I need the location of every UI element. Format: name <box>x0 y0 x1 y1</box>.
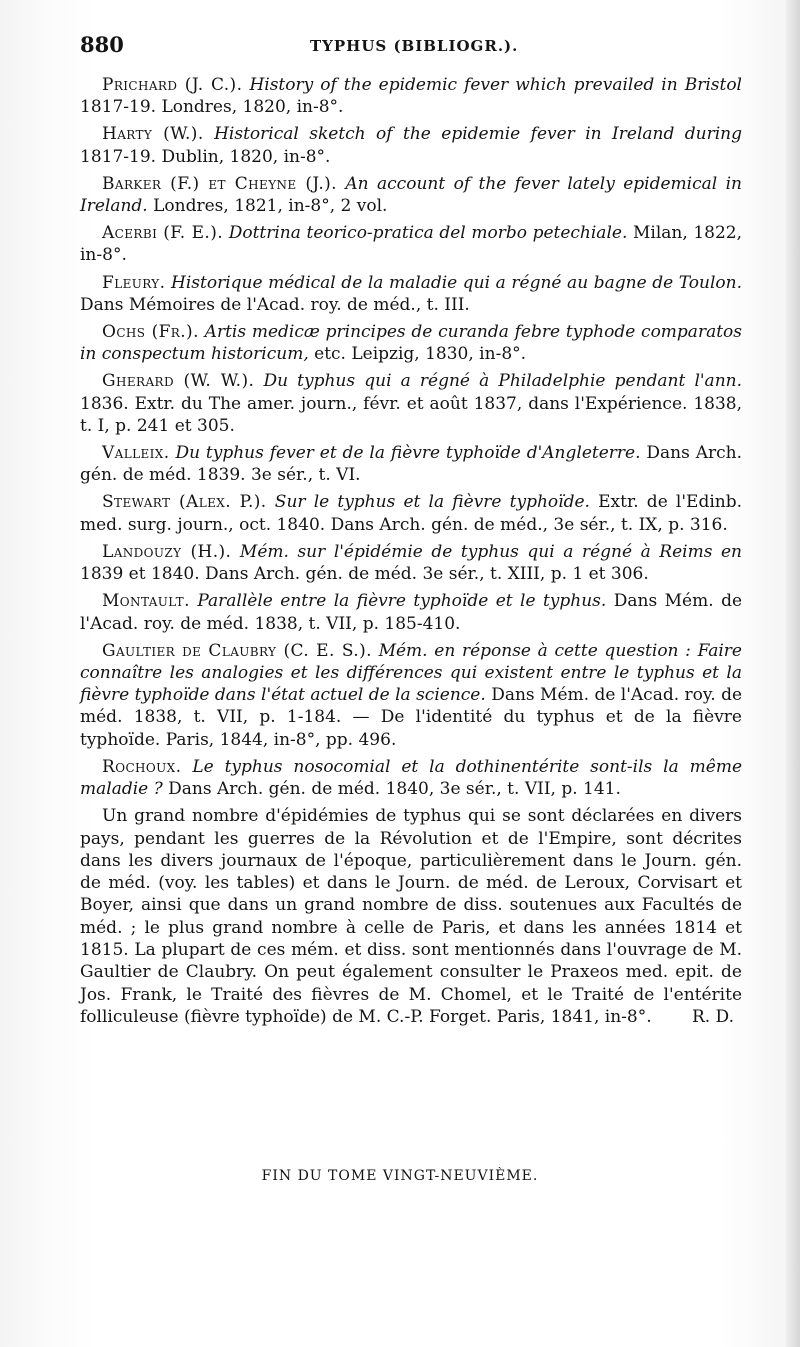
running-title: TYPHUS (BIBLIOGR.). <box>310 37 519 55</box>
entry-author: Barker (F.) et Cheyne (J.). <box>102 173 337 194</box>
page-edge <box>786 0 800 1347</box>
entry-author: Gaultier de Claubry (C. E. S.). <box>102 640 372 661</box>
bibliography-entry <box>80 590 742 635</box>
entry-title: Du typhus fever et de la fièvre typhoïde d'Angleterre. <box>175 443 641 464</box>
entry-title: Artis medicæ principes de curanda febre typhode comparatos in conspectum historicum, <box>80 321 742 365</box>
entry-details: 1817-19. Dublin, 1820, in-8°. <box>80 146 331 167</box>
bibliography-entry <box>80 74 742 119</box>
bibliography-entry <box>80 222 742 267</box>
entry-details: Extr. de l'Edinb. med. surg. journ., oct. 1840. Dans Arch. gén. de méd., 3e sér., t. IX, p. 316. <box>80 492 742 535</box>
entry-title: Historique médical de la maladie qui a régné au bagne de Toulon. <box>171 272 742 293</box>
entry-details: Dans Mém. de l'Acad. roy. de méd. 1838, t. VII, p. 185-410. <box>80 591 743 634</box>
entry-author: Montault. <box>102 591 190 612</box>
entry-title: Mém. sur l'épidémie de typhus qui a régné à Reims en <box>239 541 742 562</box>
bibliography-entry <box>80 272 742 317</box>
entry-details: Dans Mém. de l'Acad. roy. de méd. 1838, t. VII, p. 1-184. — De l'identité du typhus et de la fièvre typhoïde. Paris, 1844, in-8°, pp. 496. <box>80 685 743 750</box>
entry-author: Harty (W.). <box>102 124 204 145</box>
entry-details: Londres, 1821, in-8°, 2 vol. <box>153 196 388 217</box>
entry-author: Acerbi (F. E.). <box>102 223 224 244</box>
entry-author: Gherard (W. W.). <box>102 371 255 392</box>
entry-title: Du typhus qui a régné à Philadelphie pendant l'ann. <box>263 371 742 392</box>
bibliography-entry <box>80 173 742 218</box>
entry-details: Dans Mémoires de l'Acad. roy. de méd., t. III. <box>80 294 470 315</box>
entry-details: etc. Leipzig, 1830, in-8°. <box>314 344 527 365</box>
entry-author: Prichard (J. C.). <box>102 75 243 95</box>
bibliography-entry <box>80 321 742 366</box>
entry-details: Milan, 1822, in-8°. <box>80 223 743 266</box>
bibliography-entry <box>80 491 742 536</box>
entry-title: Historical sketch of the epidemie fever in Ireland during <box>214 124 743 145</box>
entry-title: Dottrina teorico-pratica del morbo petechiale. <box>228 223 628 244</box>
entry-details: Dans Arch. gén. de méd. 1839. 3e sér., t. VI. <box>80 443 743 486</box>
entry-author: Fleury. <box>102 272 166 293</box>
entry-details: Dans Arch. gén. de méd. 1840, 3e sér., t. VII, p. 141. <box>168 779 621 800</box>
entry-title: History of the epidemic fever which prevailed in Bristol <box>249 75 742 95</box>
entry-details: 1839 et 1840. Dans Arch. gén. de méd. 3e sér., t. XIII, p. 1 et 306. <box>80 564 649 585</box>
bibliography-entry <box>80 442 742 487</box>
entry-title: An account of the fever lately epidemical in Ireland. <box>80 173 743 217</box>
entry-details: 1817-19. Londres, 1820, in-8°. <box>80 97 344 118</box>
entry-title: Le typhus nosocomial et la dothinentérite sont-ils la même maladie ? <box>80 756 743 800</box>
page-number: 880 <box>80 32 124 57</box>
bibliography-entry <box>80 370 742 437</box>
entry-title: Sur le typhus et la fièvre typhoïde. <box>274 492 590 513</box>
closing-paragraph <box>80 805 742 1028</box>
bibliography-entry <box>80 123 742 168</box>
entry-author: Stewart (Alex. P.). <box>102 492 267 513</box>
paragraph-text: Un grand nombre d'épidémies de typhus qui se sont déclarées en divers pays, pendant les guerres de la Révolution et de l'Empire, sont décrites dans les divers journaux de l'époque, particulièrement dans le Journ. gén. de méd. (voy. les tables) et dans le Journ. de méd. de Leroux, Corvisart et Boyer, ainsi que dans un grand nombre de diss. soutenues aux Facultés de méd. ; le plus grand nombre à celle de Paris, et dans les années 1814 et 1815. La plupart de ces mém. et diss. sont mentionnés dans l'ouvrage de M. Gaultier de Claubry. On peut également consulter le Praxeos med. epit. de Jos. Frank, le Traité des fièvres de M. Chomel, et le Traité de l'entérite folliculeuse (fièvre typhoïde) de M. C.-P. Forget. Paris, 1841, in-8°. <box>80 806 742 1027</box>
entry-details: 1836. Extr. du The amer. journ., févr. et août 1837, dans l'Expérience. 1838, t. I, p. 241 et 305. <box>80 393 742 436</box>
bibliography-entry <box>80 640 742 751</box>
bibliography-entry <box>80 541 742 586</box>
entry-title: Mém. en réponse à cette question : Faire connaître les analogies et les différences qui existent entre le typhus et la fièvre typhoïde dans l'état actuel de la science. <box>80 640 742 706</box>
page-header <box>80 32 740 62</box>
entry-author: Landouzy (H.). <box>102 541 232 562</box>
bibliography-content <box>80 74 742 1028</box>
entry-author: Rochoux. <box>102 756 182 777</box>
entry-title: Parallèle entre la fièvre typhoïde et le typhus. <box>197 591 607 612</box>
signature: R. D. <box>691 1006 734 1027</box>
bibliography-entry <box>80 756 742 801</box>
entry-author: Ochs (Fr.). <box>102 321 199 342</box>
end-of-volume-note: FIN DU TOME VINGT-NEUVIÈME. <box>261 1168 539 1184</box>
entry-author: Valleix. <box>102 443 170 464</box>
